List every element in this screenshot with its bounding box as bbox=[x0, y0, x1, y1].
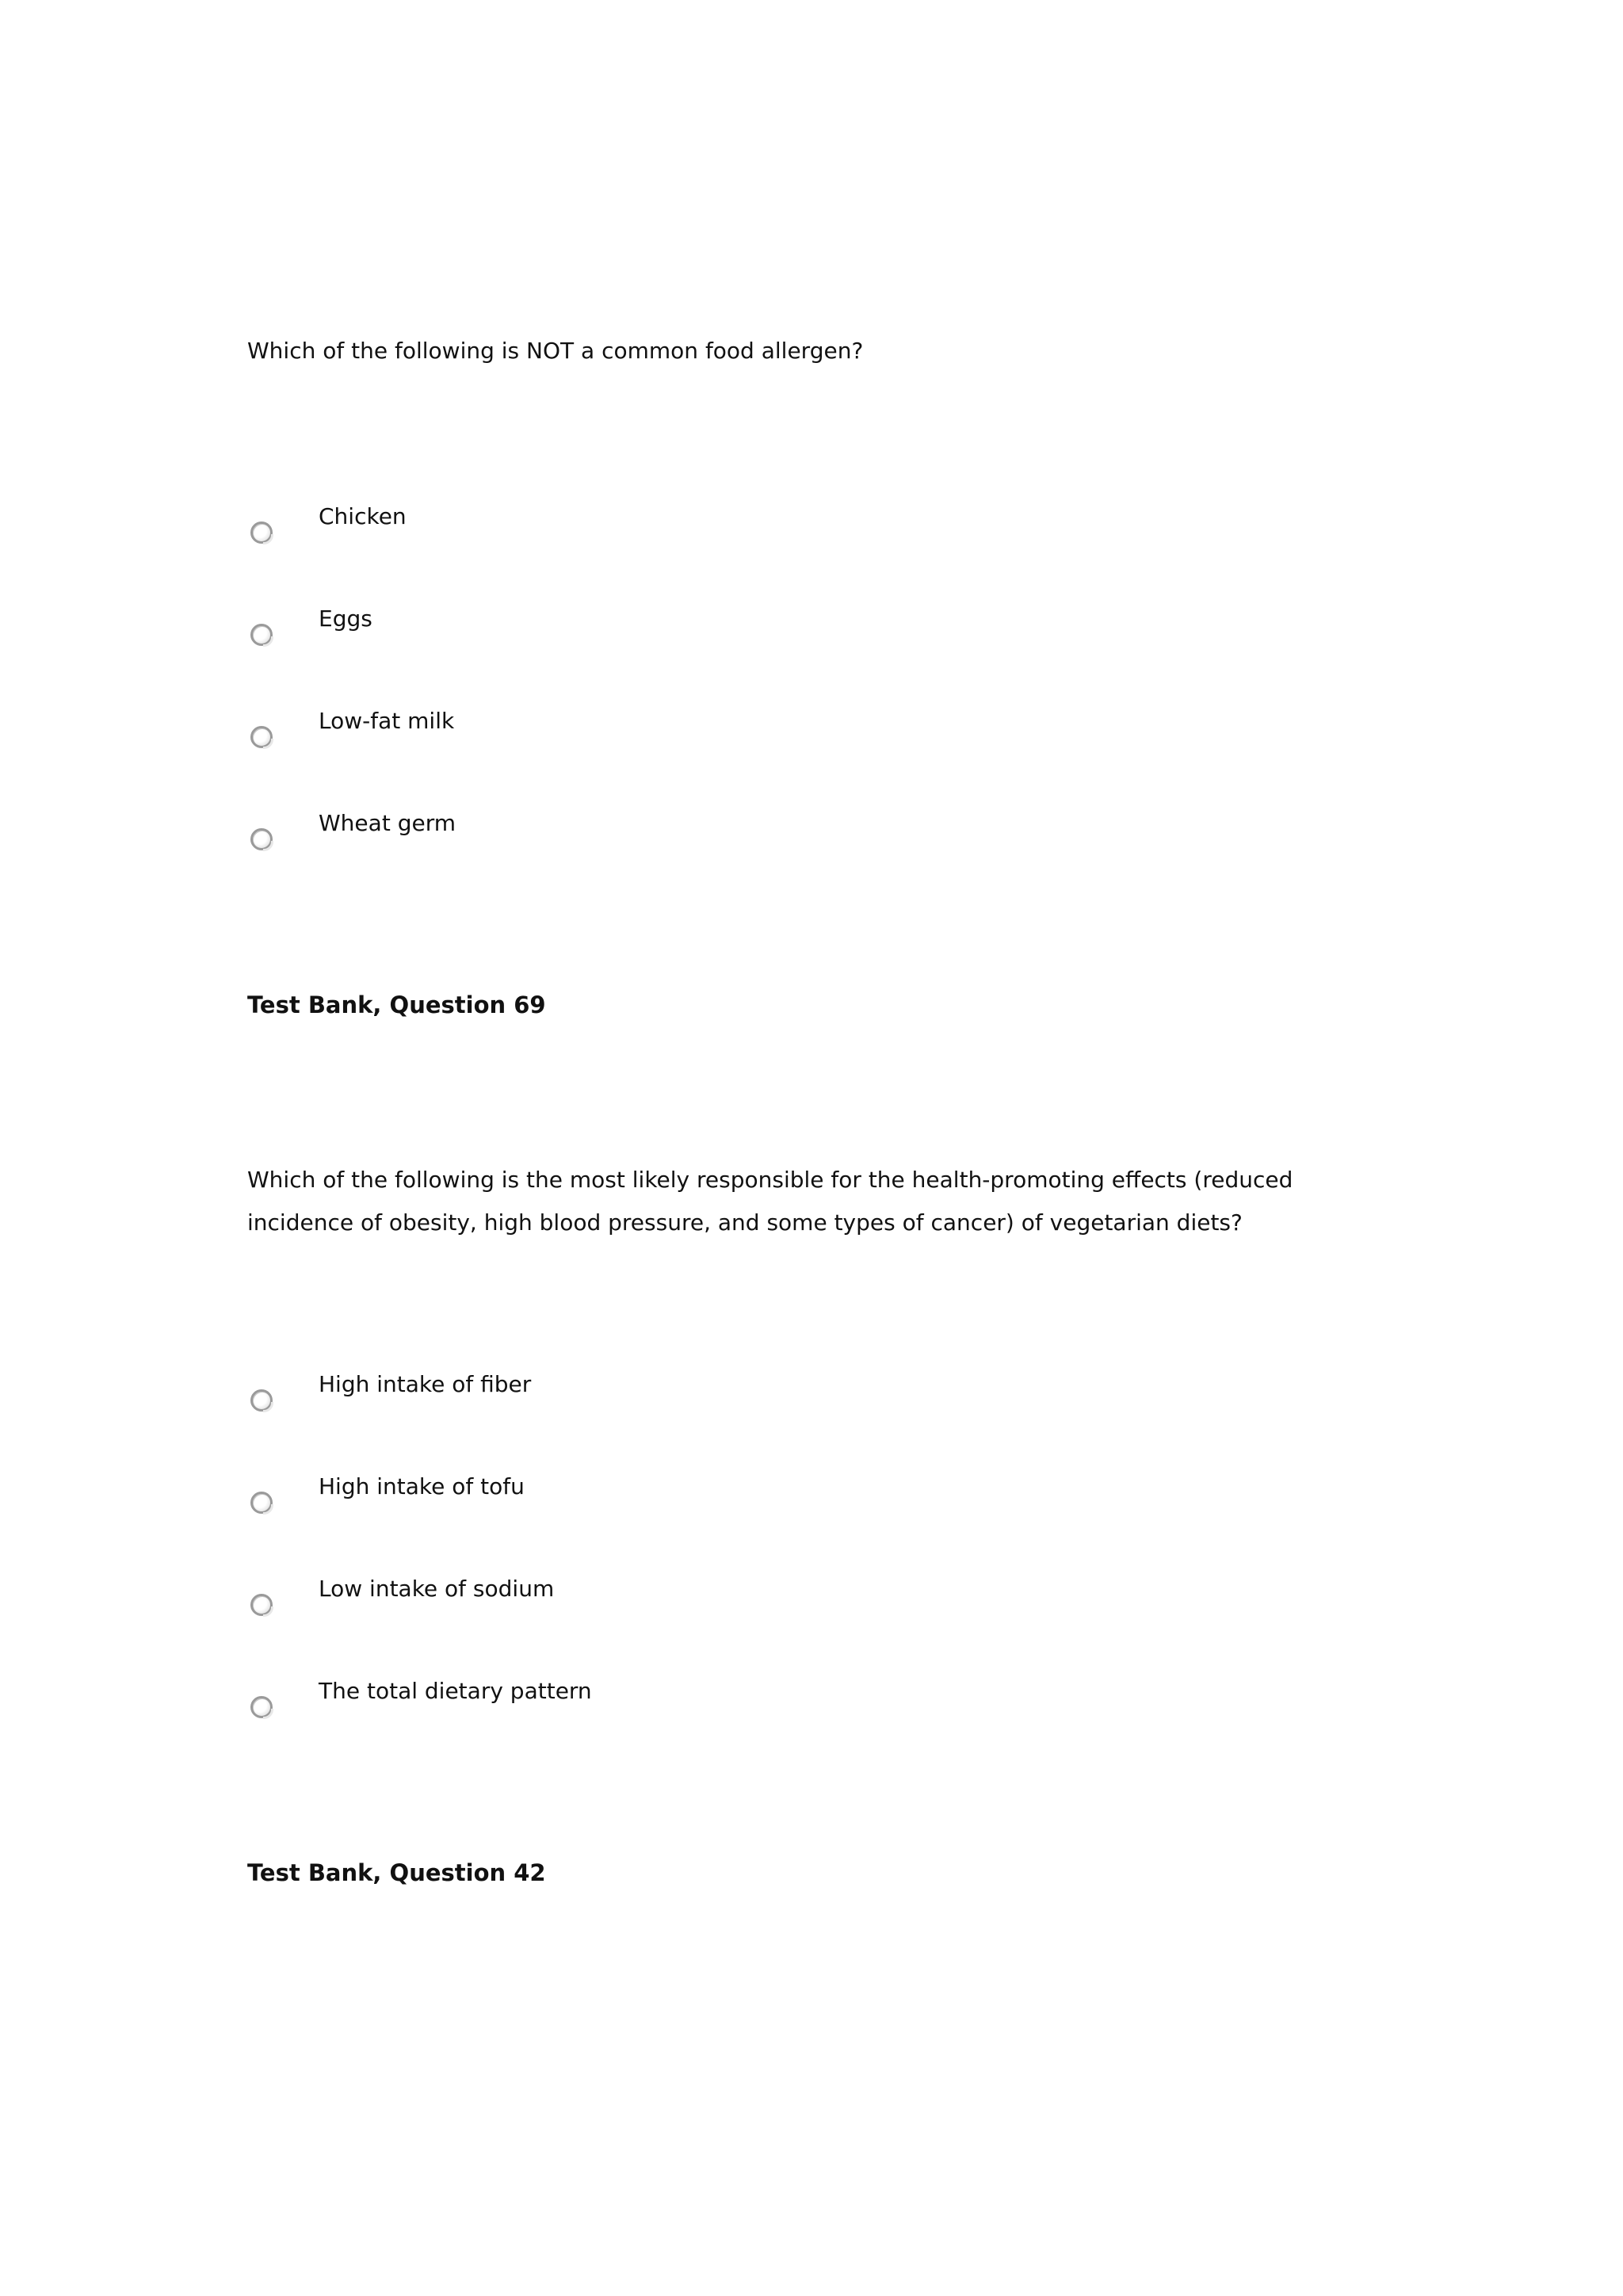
question-2-option-total-dietary-pattern[interactable] bbox=[247, 1675, 1198, 1726]
radio-button-icon[interactable] bbox=[250, 1389, 273, 1412]
question-2-text: Which of the following is the most likely responsible for the health-promoting effects (reduced incidence of obesity, high blood pressure, and some types of cancer) of vegetarian diets? bbox=[247, 1167, 1293, 1236]
option-label: Chicken bbox=[319, 503, 407, 529]
radio-button-icon[interactable] bbox=[250, 1492, 273, 1514]
radio-button-icon[interactable] bbox=[250, 726, 273, 748]
question-2-option-high-intake-of-fiber[interactable] bbox=[247, 1369, 1198, 1419]
option-label: Eggs bbox=[319, 606, 372, 632]
radio-button-icon[interactable] bbox=[250, 1696, 273, 1718]
radio-button-icon[interactable] bbox=[250, 1594, 273, 1616]
option-label: Low-fat milk bbox=[319, 708, 455, 734]
question-1-option-wheat-germ[interactable] bbox=[247, 808, 1198, 858]
option-label: Wheat germ bbox=[319, 810, 456, 836]
radio-button-icon[interactable] bbox=[250, 828, 273, 850]
question-1-text: Which of the following is NOT a common food allergen? bbox=[247, 338, 864, 364]
question-1-option-low-fat-milk[interactable] bbox=[247, 705, 1198, 756]
question-2-option-low-intake-of-sodium[interactable] bbox=[247, 1573, 1198, 1624]
radio-button-icon[interactable] bbox=[250, 521, 273, 544]
question-1-option-chicken[interactable] bbox=[247, 501, 1198, 552]
option-label: High intake of tofu bbox=[319, 1473, 525, 1499]
question-1-option-eggs[interactable] bbox=[247, 603, 1198, 654]
option-label: Low intake of sodium bbox=[319, 1576, 555, 1602]
option-label: High intake of fiber bbox=[319, 1371, 532, 1397]
option-label: The total dietary pattern bbox=[319, 1678, 592, 1704]
test-bank-question-69-title: Test Bank, Question 69 bbox=[247, 991, 546, 1018]
radio-button-icon[interactable] bbox=[250, 624, 273, 646]
question-2-option-high-intake-of-tofu[interactable] bbox=[247, 1471, 1198, 1522]
test-bank-question-42-title: Test Bank, Question 42 bbox=[247, 1859, 546, 1886]
